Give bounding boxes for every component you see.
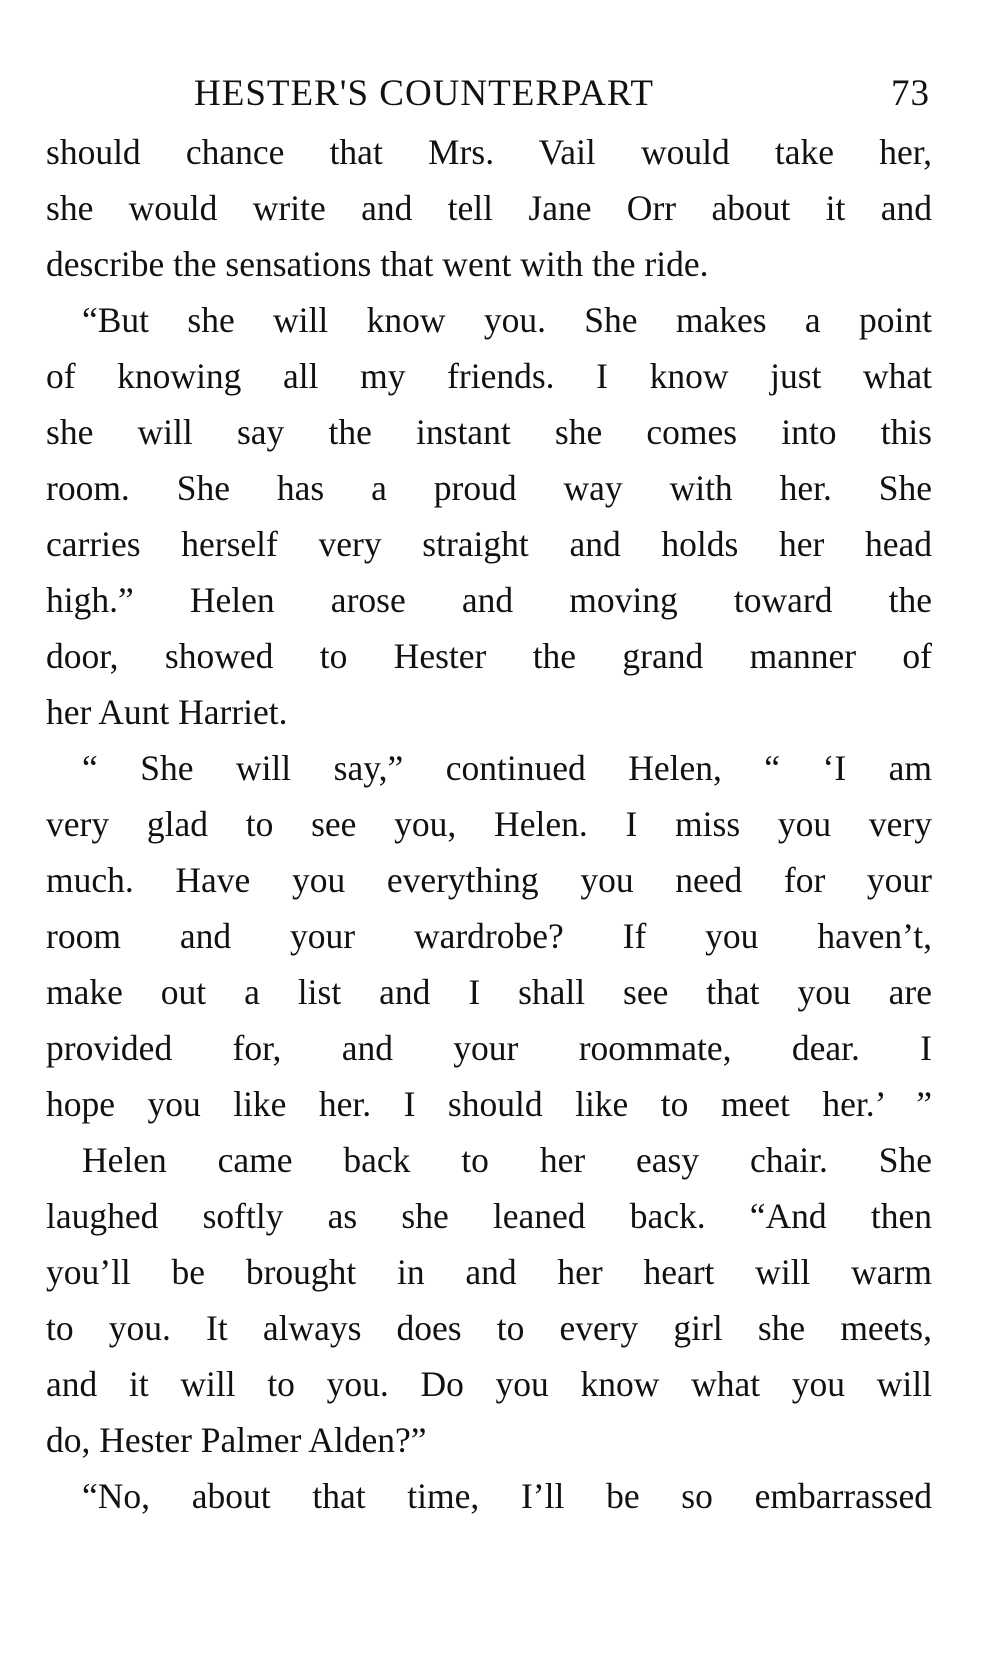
running-head: [46, 66, 932, 122]
text-line: provided for, and your roommate, dear. I: [46, 1028, 932, 1068]
text-line: “No, about that time, I’ll be so embarrassed: [82, 1476, 932, 1516]
text-line: and it will to you. Do you know what you will: [46, 1364, 932, 1404]
text-line: high.” Helen arose and moving toward the: [46, 580, 932, 620]
text-line: door, showed to Hester the grand manner of: [46, 636, 932, 676]
text-line: should chance that Mrs. Vail would take her,: [46, 132, 932, 172]
text-line: her Aunt Harriet.: [46, 692, 288, 732]
text-line: room. She has a proud way with her. She: [46, 468, 932, 508]
text-line: laughed softly as she leaned back. “And then: [46, 1196, 932, 1236]
text-line: she will say the instant she comes into this: [46, 412, 932, 452]
text-line: to you. It always does to every girl she meets,: [46, 1308, 932, 1348]
text-line: “ She will say,” continued Helen, “ ‘I am: [82, 748, 932, 788]
running-head-title: HESTER'S COUNTERPART: [194, 73, 654, 114]
book-page: [46, 66, 932, 1524]
text-line: make out a list and I shall see that you are: [46, 972, 932, 1012]
text-line: Helen came back to her easy chair. She: [82, 1140, 932, 1180]
text-line: “But she will know you. She makes a point: [82, 300, 932, 340]
text-line: of knowing all my friends. I know just what: [46, 356, 932, 396]
text-line: much. Have you everything you need for your: [46, 860, 932, 900]
body-text: [46, 124, 932, 1524]
text-line: carries herself very straight and holds her head: [46, 524, 932, 564]
text-line: very glad to see you, Helen. I miss you very: [46, 804, 932, 844]
text-line: hope you like her. I should like to meet her.’ ”: [46, 1084, 932, 1124]
page-number: 73: [891, 73, 930, 114]
text-line: do, Hester Palmer Alden?”: [46, 1420, 427, 1460]
text-line: she would write and tell Jane Orr about it and: [46, 188, 932, 228]
text-line: describe the sensations that went with the ride.: [46, 244, 709, 284]
text-line: you’ll be brought in and her heart will warm: [46, 1252, 932, 1292]
text-line: room and your wardrobe? If you haven’t,: [46, 916, 932, 956]
